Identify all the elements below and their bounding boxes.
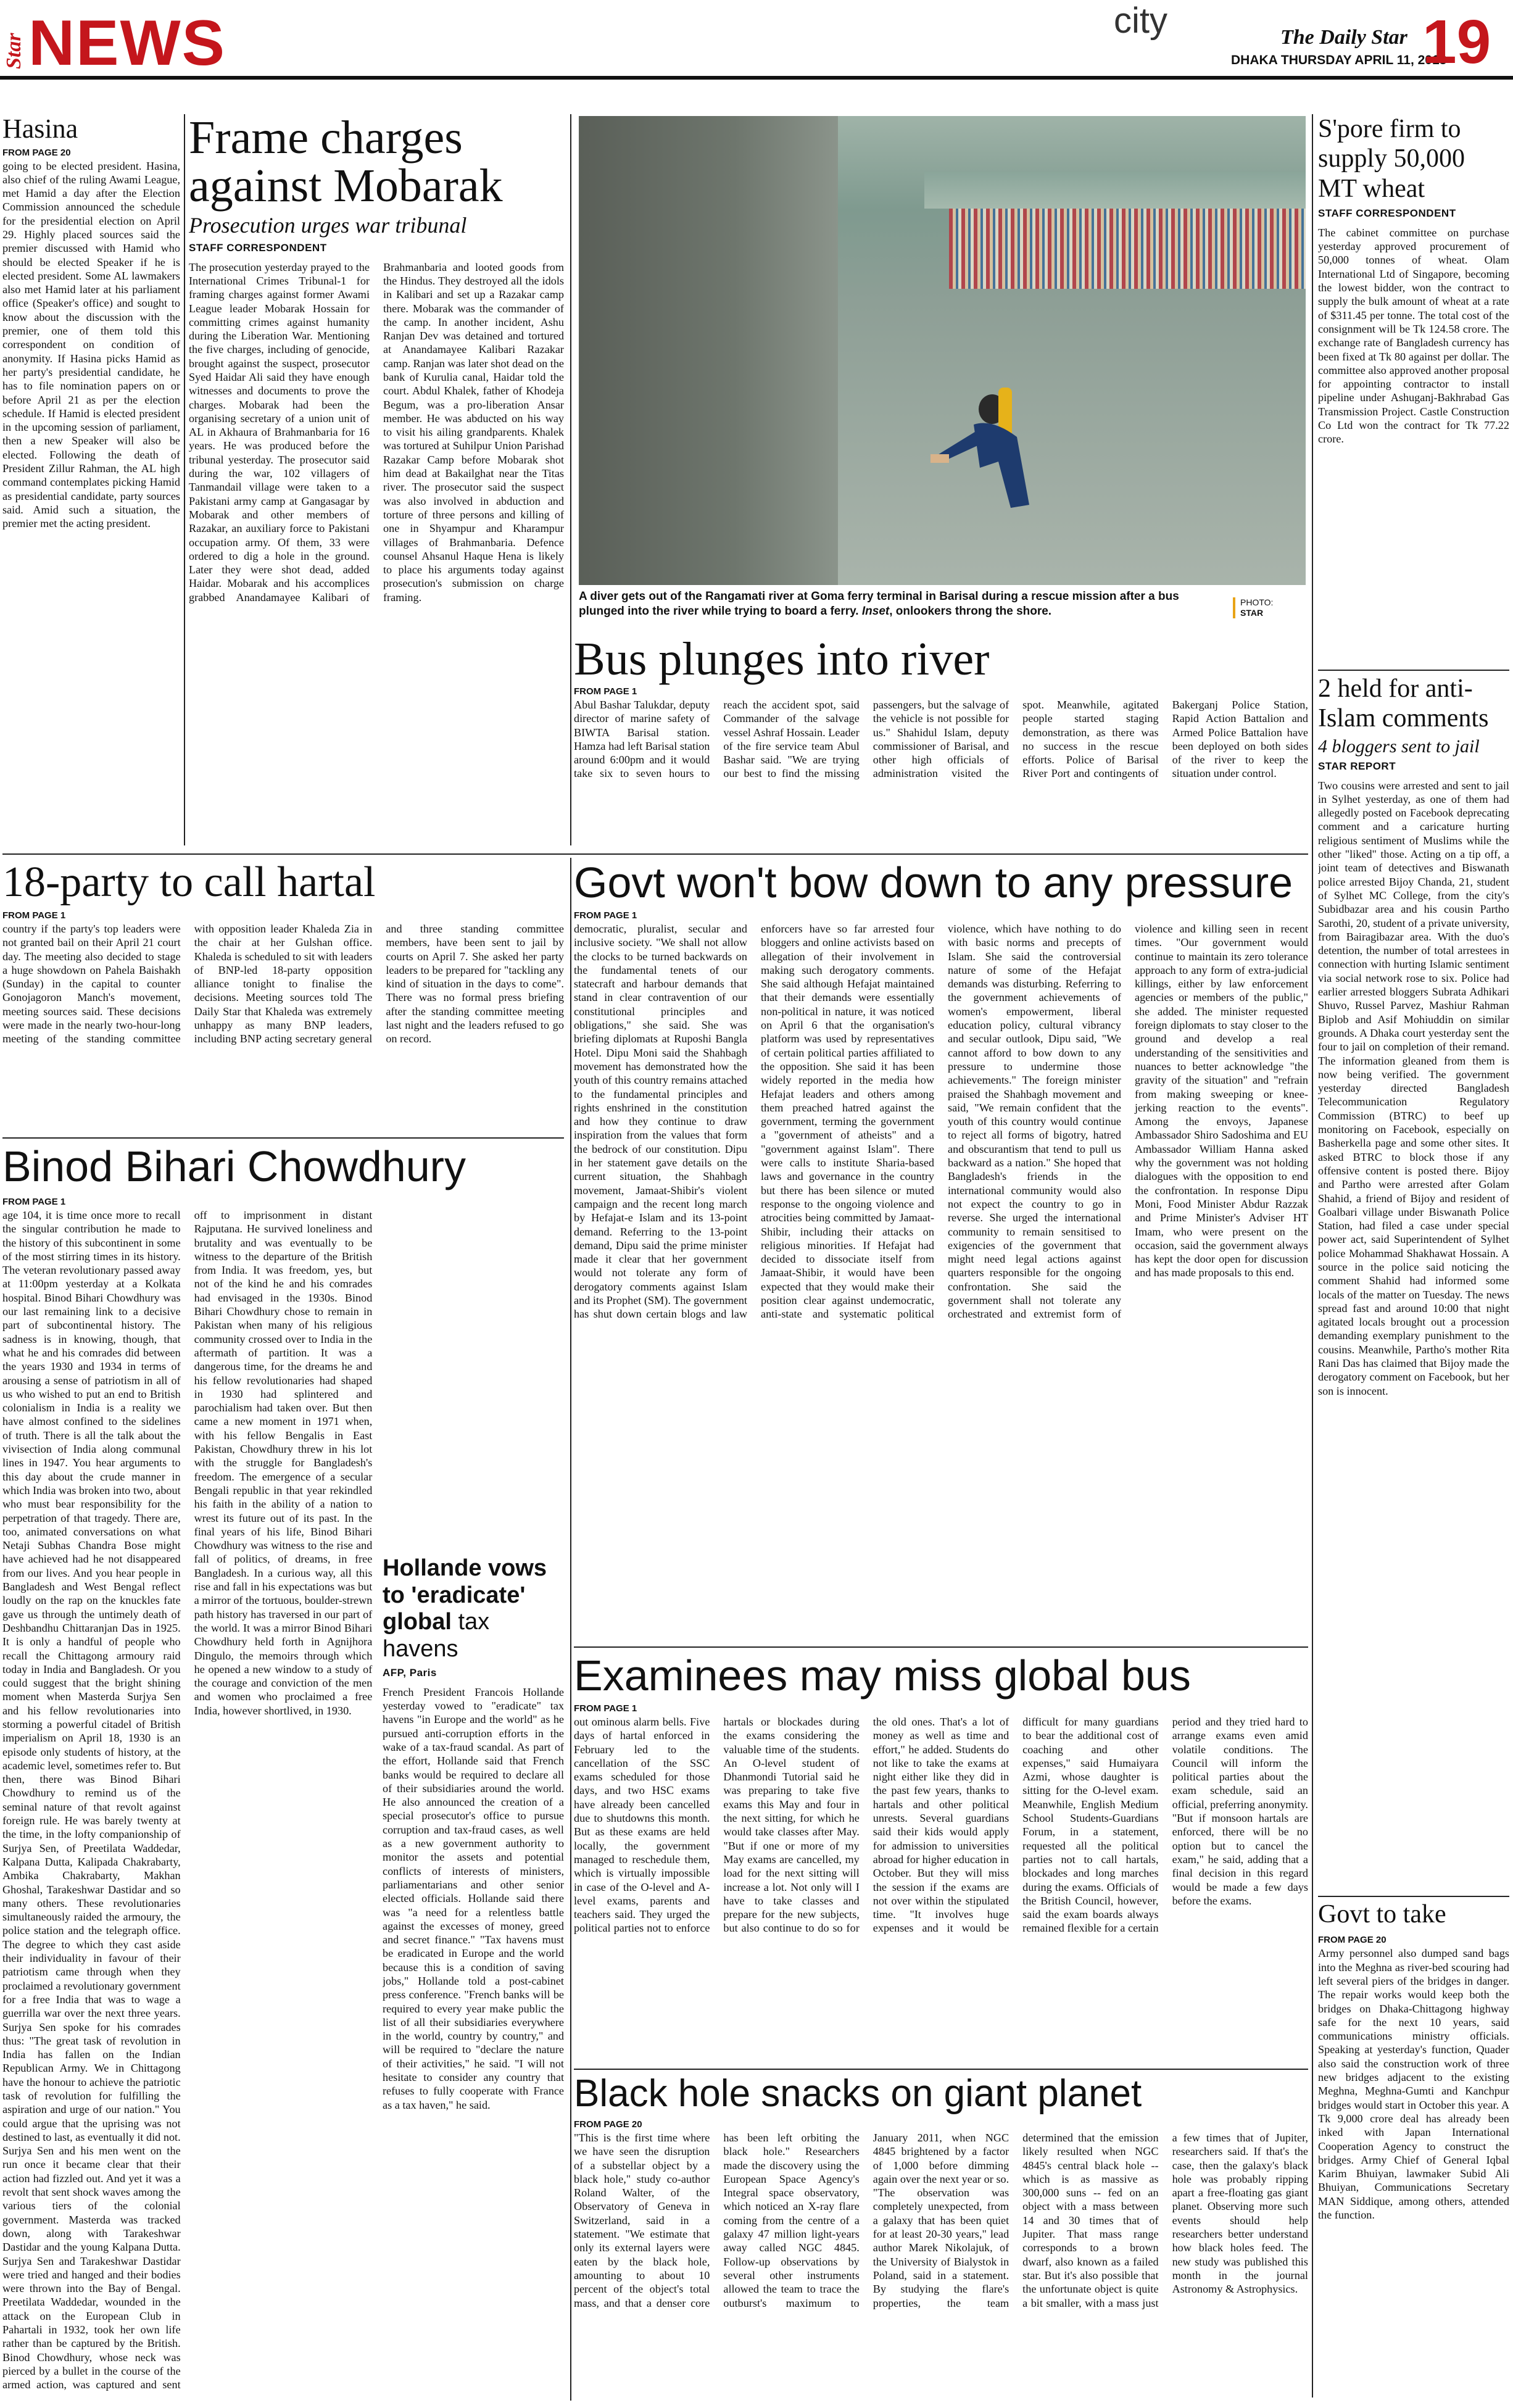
article-govt-pressure [574, 861, 1308, 1642]
article-body: Abul Bashar Talukdar, deputy director of marine safety of BIWTA Barisal station. Hamza had left Barisal station around 6:00pm and it would take six to seven hours to reach the accident spot, said Commander of the salvage vessel Ashraf Hossain. Leader of the fire service team Abul Bashar said. "We are trying our best to find the missing passengers, but the salvage of the vehicle is not possible for us." Shahidul Islam, deputy commissioner of Barisal, and other high officials of administration visited the spot. Meanwhile, agitated people started staging demonstration, as there was no success in the rescue efforts. Police of Barisal River Port and contingents of Bakerganj Police Station, Rapid Action Battalion and Armed Police Battalion have been deployed on both sides of the river to keep the situation under control. [574, 699, 1308, 780]
article-body: democratic, pluralist, secular and inclusive society. "We shall not allow the clocks to be turned backwards on the fundamental tenets of our statecraft and harbour demands that stand in clear contravention of our constitutional principles and obligations," she said. She was briefing diplomats at Ruposhi Bangla Hotel. Dipu Moni said the Shahbagh movement has demonstrated how the youth of this country remains attached to the fundamental principles and rights enshrined in the constitution and how they continue to draw inspiration from the values that form the bedrock of our constitution. Dipu in her statement gave details on the current situation, the Shahbagh movement, Jamaat-Shibir's violent campaign and the recent long march by Hefajat-e Islam and its 13-point demand. Referring to the 13-point demand, Dipu said the prime minister made it clear that her government would not tolerate any form of derogatory comments against Islam and its Prophet (SM). The government has shut down certain blogs and law enforcers have so far arrested four bloggers and online activists based on allegation of their involvement in making such derogatory comments. She said although Hefajat maintained that their demands were essentially non-political in nature, it was noticed on April 6 that the organisation's platform was used by representatives of certain political parties affiliated to the opposition. She said it has been widely reported in the media how Hefajat leaders and others among them preached hatred against the government, terming the government a "government of atheists" and a "government against Islam". There were calls to institute Sharia-based laws and governance in the country but there has been silence or muted response to the ongoing violence and atrocities being committed by Jamaat-Shibir, including their attacks on religious minorities. If Hefajat had decided to dissociate itself from Jamaat-Shibir, it would have been expected that they would make their position clear against undemocratic, anti-state and systematic political violence, which have nothing to do with basic norms and precepts of Islam. She said the controversial nature of some of the Hefajat demands was disturbing. Referring to the government achievements of women's empowerment, liberal education policy, cultural vibrancy and secular outlook, Dipu said, "We cannot afford to bow down to any pressure to undermine those achievements." The foreign minister praised the Shahbagh movement and said, "We remain confident that the youth of this country would continue to reject all forms of bigotry, hatred and obscurantism that tend to pull us backward as a nation." She hoped that Bangladesh's friends in the international community would also not expect the country to go in reverse. She urged the international community to remain sensitised to exigencies of the government that might need legal actions against quarters responsible for the ongoing confrontation. She said the government shall not tolerate any orchestrated and extremist form of violence and killing seen in recent times. "Our government would continue to maintain its zero tolerance approach to any form of extra-judicial killings, either by law enforcement agencies or members of the public," she added. The minister requested foreign diplomats to stay closer to the ground and develop a real understanding of the sensitivities and nuances to better acknowledge "the gravity of the situation" and "refrain from making sweeping or knee-jerking reaction to the events". Among the envoys, Japanese Ambassador Shiro Sadoshima and EU Ambassador William Hanna asked why the government was not holding dialogues with the opposition to end the confrontation. In response Dipu Moni, Food Minister Abdur Razzak and Prime Minister's Adviser HT Imam, who were present on the occasion, said the government always has kept the door open for discussion and has made proposals to this end. [574, 923, 1308, 1321]
article-hasina [2, 114, 180, 849]
column-rule [184, 114, 185, 845]
article-examinees [574, 1654, 1308, 2064]
photo-caption: A diver gets out of the Rangamati river at Goma ferry terminal in Barisal during a rescue mission after a bus plunged into the river while trying to board a ferry. Inset, onlookers throng the shore. [579, 590, 1179, 618]
jump-line: FROM PAGE 1 [574, 1703, 637, 1714]
jump-line: FROM PAGE 20 [574, 2119, 642, 2130]
article-hollande [383, 1555, 564, 2404]
headline: Frame charges against Mobarak [189, 114, 503, 212]
headline: 2 held for anti-Islam comments [1318, 675, 1489, 733]
byline: STAFF CORRESPONDENT [189, 241, 327, 254]
article-body: going to be elected president. Hasina, also chief of the ruling Awami League, met Hamid a day after the Election Commission announced the schedule for the presidential election on April 29. Highly placed sources said the premier discussed with Hamid who should be elected Speaker if he is elected president. Some AL lawmakers also met Hamid later at his parliament office (Speaker's office) and sought to know about the discussion with the premier, one of them told this correspondent on condition of anonymity. If Hasina picks Hamid as her party's presidential candidate, he has to file nomination papers on or before April 21 as per the election schedule. If Hamid is elected president in the upcoming session of parliament, then a new Speaker will also be elected. Following the death of President Zillur Rahman, the AL high command contemplates picking Hamid as presidential candidate, party sources said. Amid such a situation, the premier met the acting president. [2, 159, 180, 530]
news-photo [579, 116, 1306, 585]
article-anti-islam [1318, 674, 1509, 1895]
section-rule [574, 1646, 1308, 1648]
diver-figure [924, 381, 1048, 517]
byline: AFP, Paris [383, 1666, 437, 1679]
column-rule [1312, 114, 1313, 2398]
article-hartal [2, 861, 564, 1132]
article-spore [1318, 114, 1509, 670]
section-rule [2, 1137, 564, 1139]
deck: 4 bloggers sent to jail [1318, 736, 1480, 757]
deck: Prosecution urges war tribunal [189, 213, 467, 238]
article-body: country if the party's top leaders were not granted bail on their April 21 court day. The meeting also decided to stage a huge showdown on Pahela Baishakh (Sunday) in the capital to counter Gonojagoron Manch's movement, meeting sources said. These decisions were made in the nearly two-hour-long meeting of the standing committee with opposition leader Khaleda Zia in the chair at her Gulshan office. Khaleda is scheduled to sit with leaders of BNP-led 18-party opposition alliance tonight to finalise the decisions. Meeting sources told The Daily Star that Khaleda was extremely unhappy as many BNP leaders, including BNP acting secretary general and three standing committee members, have been sent to jail by courts on April 7. She asked her party leaders to be prepared for "tackling any kind of situation in the days to come". There was no formal press briefing after the standing committee meeting last night and the leaders refused to go on record. [2, 923, 564, 1045]
headline: Hollande vows to 'eradicate' global tax havens [383, 1555, 547, 1663]
masthead-rule [0, 76, 1513, 80]
section-subtitle: city [1114, 1, 1167, 41]
jump-line: FROM PAGE 1 [574, 686, 637, 697]
headline: Examinees may miss global bus [574, 1654, 1191, 1700]
headline: Binod Bihari Chowdhury [2, 1145, 466, 1190]
article-body: The prosecution yesterday prayed to the International Crimes Tribunal-1 for framing charges against former Awami League leader Mobarak Hossain for committing crimes against humanity during the Liberation War. Mentioning the five charges, including of genocide, brought against the suspect, prosecutor Syed Haidar Ali said they have enough witnesses and documents to prove the charges. Mobarak had been the organising secretary of a union unit of AL in Akhaura of Brahmanbaria for 16 years. He was produced before the tribunal yesterday. The prosecutor said during the war, 102 villagers of Tanmandail village were taken to a Pakistani army camp at Gangasagar by Mobarak and other members of Razakar, an auxiliary force to Pakistani occupation army. Of them, 33 were ordered to dig a hole in the ground. Later they were shot dead, added Haidar. Mobarak and his accomplices grabbed Anandamayee Kalibari of Brahmanbaria and looted goods from the Hindus. They destroyed all the idols in Kalibari and set up a Razakar camp there. Mobarak was the commander of the camp. In another incident, Ashu Ranjan Dev was detained and tortured at Anandamayee Kalibari Razakar camp. Ranjan was later shot dead on the bank of Kurulia canal, Haidar told the court. Abdul Khalek, father of Khodeja Begum, was a pro-liberation Ansar member. He was abducted on his way to visit his ailing grandparents. Khalek was tortured at Suhilpur Union Parishad Razakar Camp before Mobarak shot him dead at Bakailghat near the Titas river. The prosecutor said the suspect was also involved in abduction and torture of three persons and killing of one in Shyampur and Kharampur villages of Brahmanbaria. Defence counsel Ahsanul Haque Hena is likely to place his arguments today against prosecution's submission on charge framing. [189, 260, 564, 604]
headline: Hasina [2, 114, 78, 144]
column-rule [570, 114, 571, 845]
jump-line: FROM PAGE 20 [2, 147, 71, 158]
newspaper-name: The Daily Star [1280, 26, 1407, 49]
section-rule [1318, 1896, 1509, 1897]
headline: S'pore firm to supply 50,000 MT wheat [1318, 115, 1465, 203]
section-rule [2, 853, 1308, 855]
photo-credit: PHOTO: STAR [1233, 597, 1301, 618]
headline: Bus plunges into river [574, 636, 990, 685]
dateline: DHAKA THURSDAY APRIL 11, 2013 [1231, 53, 1447, 67]
headline: 18-party to call hartal [2, 861, 376, 906]
article-body: The cabinet committee on purchase yesterday approved procurement of 50,000 tonnes of wheat. Olam International Ltd of Singapore, becoming the lowest bidder, won the contract to supply the bulk amount of wheat at a rate of $311.45 per tonne. The total cost of the consignment will be Tk 124.58 crore. The exchange rate of Bangladesh currency has been fixed at Tk 80 against per dollar. The committee also approved another proposal for appointing contractor to install pipeline under Ashuganj-Bakhrabad Gas Transmission Project. Castle Construction Co Ltd won the contract for Tk 77.22 crore. [1318, 226, 1509, 446]
article-body: French President Francois Hollande yesterday vowed to "eradicate" tax havens "in Europe and the world" as he pursued anti-corruption efforts in the wake of a tax-fraud scandal. As part of the effort, Hollande said that French banks would be required to declare all of their subsidiaries around the world. He also announced the creation of a special prosecutor's office to pursue corruption and tax-fraud cases, as well as a new government authority to monitor the assets and potential conflicts of interests of ministers, parliamentarians and other senior elected officials. Hollande said there was "a need for a relentless battle against the excesses of money, greed and secret finance." "Tax havens must be eradicated in Europe and the world because this is a condition of saving jobs," Hollande told a post-cabinet press conference. "French banks will be required to every year make public the list of all their subsidiaries everywhere in the world, country by country," and will be required to "declare the nature of their activities," he said. "I will not hesitate to consider any country that refuses to fully cooperate with France as a tax haven," he said. [383, 1685, 564, 2111]
article-body: out ominous alarm bells. Five days of hartal enforced in February led to the cancellation of the SSC exams scheduled for those days, and two HSC exams have already been cancelled due to shutdowns this month. But as these exams are held locally, the government managed to reschedule them, which is virtually impossible in case of the O-level and A-level exams, parents and teachers said. They urged the political parties not to enforce hartals or blockades during the exams considering the valuable time of the students. An O-level student of Dhanmondi Tutorial said he was preparing to take five exams this May and four in the next sitting, for which he would take classes after May. "But if one or more of my May exams are cancelled, my load for the next sitting will increase a lot. Not only will I have to take classes and prepare for the new subjects, but also continue to do so for the old ones. That's a lot of money as well as time and effort," he added. Students do not like to take the exams at night either like they did in the past few years, thanks to hartals and other political unrests. Several guardians said their kids would apply for admission to universities abroad for higher education in October. But they will miss the session if the exams are not over within the stipulated time. "It involves huge expenses and it would be difficult for many guardians to bear the additional cost of coaching and other expenses," said Humaiyara Azmi, whose daughter is sitting for the O-level exam. Meanwhile, English Medium School Students-Guardians Forum, in a statement, requested all the political parties not to call hartals, blockades and long marches during the exams. Officials of the British Council, however, said the exam boards always remained flexible for a certain period and they tried hard to arrange exams even amid volatile conditions. The Council will inform the political parties about the exam schedule, said an official, preferring anonymity. "But if monsoon hartals are enforced, there will be no option but to cancel the exam," he said, adding that a final decision in this regard would be made a few days before the exams. [574, 1716, 1308, 1935]
column-rule [570, 858, 571, 2401]
jump-line: FROM PAGE 20 [1318, 1935, 1387, 1946]
jump-line: FROM PAGE 1 [2, 910, 66, 921]
article-bus [574, 636, 1308, 849]
article-black-hole [574, 2075, 1308, 2405]
jump-line: FROM PAGE 1 [574, 910, 637, 921]
section-rule [1318, 670, 1509, 671]
headline: Govt to take [1318, 1901, 1446, 1928]
headline: Govt won't bow down to any pressure [574, 861, 1293, 907]
jump-line: FROM PAGE 1 [2, 1197, 66, 1207]
article-body: Army personnel also dumped sand bags into the Meghna as river-bed scouring had left several piers of the bridges in danger. The repair works would keep both the bridges on Dhaka-Chittagong highway safe for the next 10 years, said communications ministry officials. Speaking at yesterday's function, Quader also said the construction work of three new bridges adjacent to the existing Meghna, Meghna-Gumti and Kanchpur bridges would start in October this year. A Tk 9,000 crore deal has already been inked with Japan International Cooperation Agency to construct the bridges. Army Chief of General Iqbal Karim Bhuiyan, lawmaker Subid Ali Bhuiyan, Communications Secretary MAN Siddique, among others, attended the function. [1318, 1947, 1509, 2221]
byline: STAFF CORRESPONDENT [1318, 207, 1456, 219]
article-body: Two cousins were arrested and sent to jail in Sylhet yesterday, as one of them had allegedly posted on Facebook deprecating comment and a caricature hurting religious sentiment of Muslims while the other "liked" those. Acting on a tip off, a joint team of detectives and Biswanath police arrested Bijoy Chanda, 21, student of Sylhet MC College, from the city's Subidbazar area and his cousin Partho Sarothi, 20, student of a private university, from Bairagibazar area. With the duo's detention, the number of total arrestees in connection with hurting Islamic sentiment via social network rose to six. Police had earlier arrested bloggers Subrata Adhikari Shuvo, Russel Parvez, Mashiur Rahman Biplob and Asif Mohiuddin on similar grounds. A Dhaka court yesterday sent the four to jail on completion of their remand. The information gleaned from them is now being verified. The government yesterday directed Bangladesh Telecommunication Regulatory Commission (BTRC) to beef up monitoring on Facebook, especially on Basherkella page and some other sites. It asked BTRC to block those if any offensive content is posted there. Bijoy and Partho were arrested after Golam Shahid, a friend of Bijoy and resident of Goalbari village under Biswanath Police Station, had filed a case under special power act, said Superintendent of Sylhet police Mohammad Shakhawat Hossain. A source in the police said noticing the comment Shahid had informed some locals of the matter on Tuesday. The news spread fast and around 10:00 that night agitated locals brought out a procession demanding exemplary punishment to the cousins. Meanwhile, Partho's mother Rita Rani Das has claimed that Bijoy made the derogatory comment on Facebook, but her son is innocent. [1318, 779, 1509, 1397]
article-body: "This is the first time where we have seen the disruption of a substellar object by a black hole," study co-author Roland Walter, of the Observatory of Geneva in Switzerland, said in a statement. "We estimate that only its external layers were eaten by the black hole, amounting to about 10 percent of the object's total mass, and that a denser core has been left orbiting the black hole." Researchers made the discovery using the European Space Agency's Integral space observatory, which noticed an X-ray flare coming from the centre of a galaxy 47 million light-years away called NGC 4845. Follow-up observations by several other instruments allowed the team to trace the outburst's maximum to January 2011, when NGC 4845 brightened by a factor of 1,000 before dimming again over the next year or so. "The observation was completely unexpected, from a galaxy that has been quiet for at least 20-30 years," lead author Marek Nikolajuk, of the University of Bialystok in Poland, said in a statement. By studying the flare's properties, the team determined that the emission likely resulted when NGC 4845's central black hole -- which is as massive as 300,000 suns -- fed on an object with a mass between 14 and 30 times that of Jupiter. That mass range corresponds to a brown dwarf, also known as a failed star. But it's also possible that the unfortunate object is quite a bit smaller, with a mass just a few times that of Jupiter, researchers said. If that's the case, then the galaxy's black hole was probably ripping apart a free-floating gas giant planet. Observing more such events should help researchers better understand how black holes feed. The new study was published this month in the journal Astronomy & Astrophysics. [574, 2132, 1308, 2309]
section-title: NEWS [28, 11, 226, 75]
headline: Black hole snacks on giant planet [574, 2075, 1142, 2115]
star-logo: Star [2, 33, 25, 69]
article-body: age 104, it is time once more to recall the singular contribution he made to the history of this subcontinent in some of the most stirring times in its history. The veteran revolutionary passed away at 11:00pm yesterday at a Kolkata hospital. Binod Bihari Chowdhury was our last remaining link to a decisive part of subcontinental history. The sadness is in knowing, though, that what he and his comrades did between the years 1930 and 1934 in terms of arousing a sense of patriotism in all of us who wished to put an end to British colonialism in India is a reality we have almost confined to the sidelines of truth. There is all the talk about the vivisection of India along communal lines in 1947. You hear arguments to this day about the crude manner in which India was broken into two, about who must bear responsibility for the perpetration of that tragedy. There are, too, animated conversations on what Netaji Subhas Chandra Bose might have achieved had he not disappeared from our lives. And you hear people in Bangladesh and West Bengal reflect loudly on the rap on the knuckles fate gave us through the untimely death of Deshbandhu Chittaranjan Das in 1925. It is only a handful of people who recall the Chittagong armoury raid today in India and Bangladesh. Or you could suggest that the bright shining moment when Masterda Surjya Sen and his fellow revolutionaries into storming a powerful citadel of British imperialism on April 18, 1930 is an episode only students of history, at the academic level, sometimes refer to. But then, there was Binod Bihari Chowdhury to remind us of the seminal nature of that revolt against foreign rule. He was barely twenty at the time, in the lofty companionship of Surjya Sen, of Preetilata Waddedar, Kalpana Dutta, Kalipada Chakrabarty, Ambika Chakrabarty, Makhan Ghoshal, Tarakeshwar Dastidar and so many others. These revolutionaries simultaneously raided the armoury, the police station and the telegraph office. The degree to which they cast aside their individuality in favour of their patriotism came through when they proclaimed a revolutionary government for a free India that was to wage a guerrilla war over the next three years. Surjya Sen spoke for his comrades thus: "The great task of revolution in India has fallen on the Indian Republican Army. We in Chittagong have the honour to achieve the patriotic task of revolution for fulfilling the aspiration and urge of our nation." You could argue that the uprising was not destined to last, as eventually it did not. Surjya Sen and his men went on the run once it became clear that their action had fizzled out. And yet it was a revolt that sent shock waves among the various tiers of the colonial government. Masterda was tracked down, along with Tarakeshwar Dastidar and the young Kalpana Dutta. Surjya Sen and Tarakeshwar Dastidar were tried and hanged and their bodies were thrown into the Bay of Bengal. Preetilata Waddedar, wounded in the attack on the European Club in Pahartali in 1932, took her own life rather than be captured by the British. Binod Chowdhury, whose neck was pierced by a bullet in the course of the armed action, was captured and sent off to imprisonment in distant Rajputana. He survived loneliness and brutality and was eventually to be witness to the departure of the British from India. It was freedom, yes, but not of the kind he and his comrades had envisaged in the 1930s. Binod Bihari Chowdhury chose to remain in Pakistan when many of his religious community crossed over to India in the aftermath of partition. It was a dangerous time, for the dreams he and his fellow revolutionaries had shaped in 1930 had splintered and parochialism had taken over. But then came a new moment in 1971 when, with his fellow Bengalis in East Pakistan, Chowdhury threw in his lot with the struggle for Bangladesh's freedom. The emergence of a secular Bengali republic in that year rekindled his faith in the ability of a nation to wrest its future out of its past. In the final years of his life, Binod Bihari Chowdhury was witness to the rise and fall of politics, of dreams, in free Bangladesh. In a curious way, all this rise and fall in his expectations was but a mirror of the tortuous, boulder-strewn path history has traversed in our part of the world. It was a mirror Binod Bihari Chowdhury held forth in Agnijhora Dingulo, the memoirs through which he opened a new window to a study of the courage and conviction of the men and women who proclaimed a free India, however shortlived, in 1930. [2, 1209, 373, 2391]
article-mobarak [189, 114, 564, 849]
page-number: 19 [1422, 11, 1491, 73]
section-rule [574, 2069, 1308, 2070]
article-govt-to-take [1318, 1901, 1509, 2404]
byline: STAR REPORT [1318, 760, 1396, 772]
